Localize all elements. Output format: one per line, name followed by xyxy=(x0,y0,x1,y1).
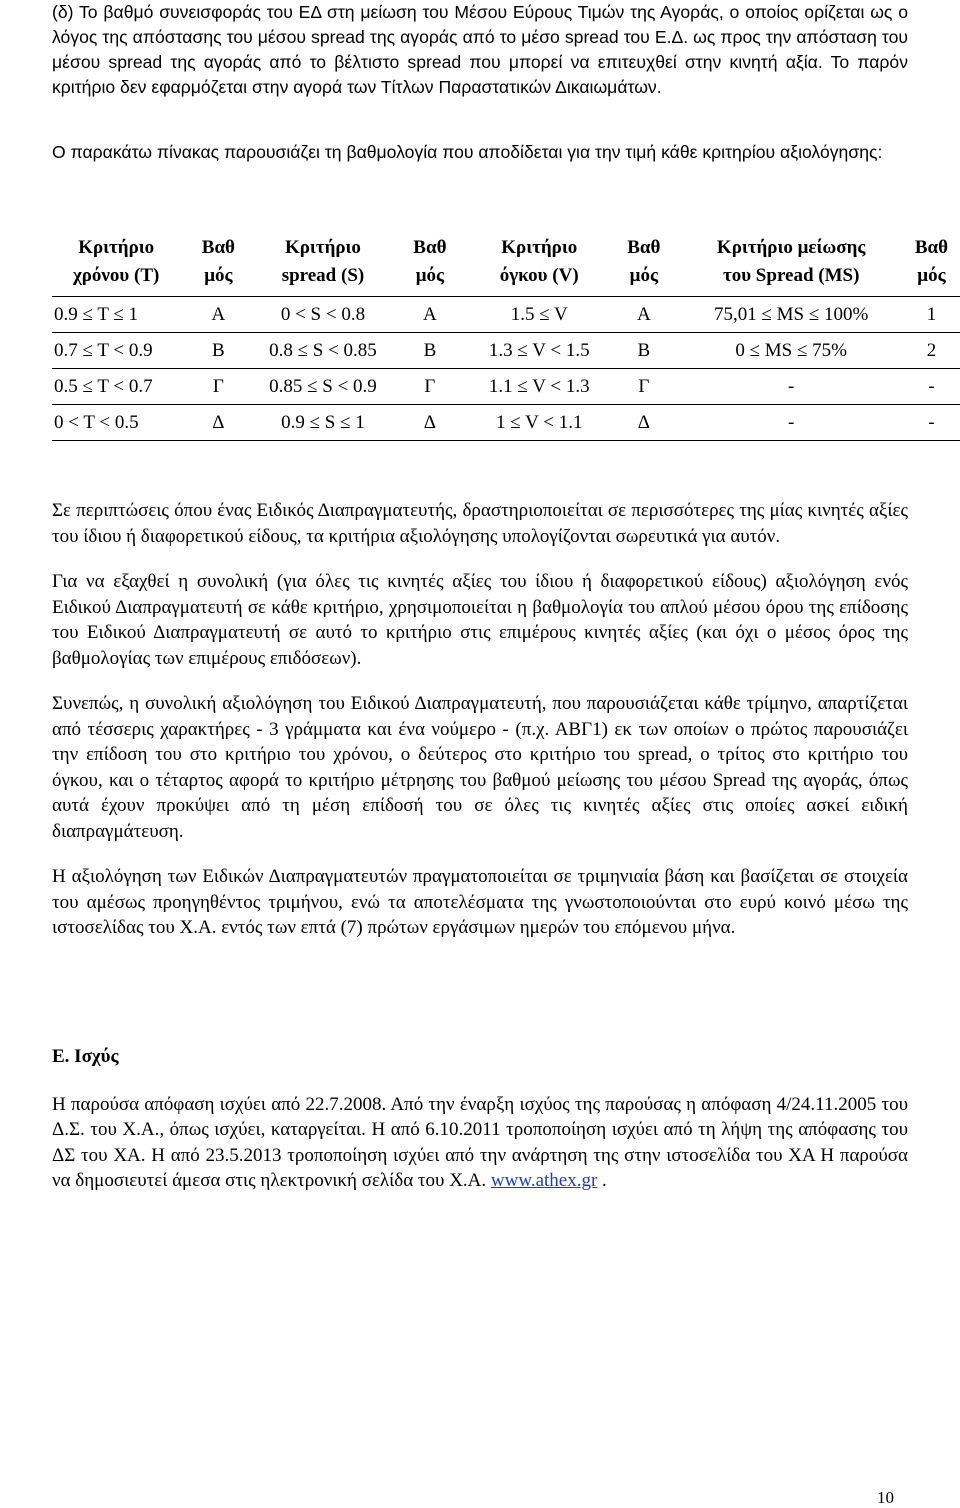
table-cell: Δ xyxy=(180,405,256,441)
header-line: όγκου (V) xyxy=(499,265,579,286)
table-cell: Γ xyxy=(390,369,471,405)
section-e-heading: Ε. Ισχύς xyxy=(52,1046,119,1067)
table-row xyxy=(52,297,960,333)
table-cell: 0 < S < 0.8 xyxy=(256,297,389,333)
table-header-cell xyxy=(608,228,679,297)
section-e xyxy=(52,1044,908,1194)
table-intro-paragraph: Ο παρακάτω πίνακας παρουσιάζει τη βαθμολογία που αποδίδεται για την τιμή κάθε κριτηρίου αξιολόγησης: xyxy=(52,142,883,162)
table-cell: 0 ≤ MS ≤ 75% xyxy=(679,333,902,369)
body-paragraph-4: Η αξιολόγηση των Ειδικών Διαπραγματευτών πραγματοποιείται σε τριμηνιαία βάση και βασίζεται σε στοιχεία του αμέσως προηγηθέντος τριμήνου, ενώ τα αποτελέσματα της γνωστοποιούνται στο ευρύ κοινό μέσω της ιστοσελίδας του Χ.Α. εντός των επτά (7) πρώτων εργάσιμων ημερών του επόμενου μήνα. xyxy=(52,866,908,938)
header-line: του Spread (MS) xyxy=(722,265,860,286)
table-cell: 0.7 ≤ T < 0.9 xyxy=(52,333,180,369)
table-header-row xyxy=(52,228,960,297)
table-header-cell xyxy=(390,228,471,297)
table-cell: 1.3 ≤ V < 1.5 xyxy=(470,333,608,369)
table-cell: 1.1 ≤ V < 1.3 xyxy=(470,369,608,405)
table-cell: - xyxy=(903,405,960,441)
table-cell: A xyxy=(390,297,471,333)
section-e-trailing: . xyxy=(597,1170,607,1191)
table-cell: B xyxy=(608,333,679,369)
header-line: μός xyxy=(917,265,946,286)
header-line: μός xyxy=(629,265,658,286)
header-line: Βαθ xyxy=(413,237,447,258)
section-e-paragraph xyxy=(52,1092,908,1194)
table-cell: 0.5 ≤ T < 0.7 xyxy=(52,369,180,405)
table-body xyxy=(52,297,960,441)
body-paragraph-3: Συνεπώς, η συνολική αξιολόγηση του Ειδικού Διαπραγματευτή, που παρουσιάζεται κάθε τρίμηνο, απαρτίζεται από τέσσερις χαρακτήρες - 3 γράμματα και ένα νούμερο - (π.χ. ΑΒΓ1) εκ των οποίων ο πρώτος παρουσιάζει την επίδοση του στο κριτήριο του χρόνου, ο δεύτερος στο κριτήριο του spread, ο τρίτος στο κριτήριο του όγκου, και ο τέταρτος αφορά το κριτήριο μέτρησης του βαθμού μείωσης του μέσου Spread της αγοράς, όπως αυτά έχουν προκύψει από τη μέση επίδοσή του σε όλες τις κινητές αξίες στις οποίες ασκεί ειδική διαπραγμάτευση. xyxy=(52,693,908,842)
header-line: Κριτήριο xyxy=(501,237,578,258)
table-cell: 75,01 ≤ MS ≤ 100% xyxy=(679,297,902,333)
criterion-d-paragraph: (δ) Το βαθμό συνεισφοράς του ΕΔ στη μείωση του Μέσου Εύρους Τιμών της Αγοράς, ο οποίος ορίζεται ως ο λόγος της απόστασης του μέσου spread της αγοράς από το μέσο spread του Ε.Δ. ως προς την απόσταση του μέσου spread της αγοράς από το βέλτιστο spread που μπορεί να επιτευχθεί στην κινητή αξία. Το παρόν κριτήριο δεν εφαρμόζεται στην αγορά των Τίτλων Παραστατικών Δικαιωμάτων. xyxy=(52,2,908,97)
header-line: Κριτήριο xyxy=(284,237,361,258)
table-cell: 1.5 ≤ V xyxy=(470,297,608,333)
body-paragraph-1: Σε περιπτώσεις όπου ένας Ειδικός Διαπραγματευτής, δραστηριοποιείται σε περισσότερες της μίας κινητές αξίες του ίδιου ή διαφορετικού είδους, τα κριτήρια αξιολόγησης υπολογίζονται σωρευτικά για αυτόν. xyxy=(52,500,908,547)
table-cell: 0 < T < 0.5 xyxy=(52,405,180,441)
table-cell: Δ xyxy=(390,405,471,441)
table-header-cell xyxy=(180,228,256,297)
header-line: Βαθ xyxy=(914,237,949,258)
table-header-cell xyxy=(52,228,180,297)
table-cell: 2 xyxy=(903,333,960,369)
table-header-cell xyxy=(679,228,902,297)
table-cell: 0.8 ≤ S < 0.85 xyxy=(256,333,389,369)
header-line: χρόνου (Τ) xyxy=(72,265,160,286)
table-cell: 0.9 ≤ S ≤ 1 xyxy=(256,405,389,441)
table-cell: - xyxy=(679,405,902,441)
body-text xyxy=(52,498,908,961)
table-cell: A xyxy=(608,297,679,333)
table-cell: Δ xyxy=(608,405,679,441)
table-row xyxy=(52,369,960,405)
evaluation-criteria-table xyxy=(52,228,960,441)
table-row xyxy=(52,405,960,441)
table-cell: 1 ≤ V < 1.1 xyxy=(470,405,608,441)
header-line: Κριτήριο μείωσης xyxy=(716,237,866,258)
header-line: μός xyxy=(204,265,233,286)
table-cell: - xyxy=(679,369,902,405)
header-line: Κριτήριο xyxy=(78,237,155,258)
table-header-cell xyxy=(903,228,960,297)
header-line: spread (S) xyxy=(281,265,365,286)
table-cell: B xyxy=(180,333,256,369)
table-cell: Γ xyxy=(180,369,256,405)
table-cell: 0.9 ≤ T ≤ 1 xyxy=(52,297,180,333)
table-cell: B xyxy=(390,333,471,369)
table-header-cell xyxy=(256,228,389,297)
table-cell: A xyxy=(180,297,256,333)
header-line: Βαθ xyxy=(201,237,235,258)
table-cell: Γ xyxy=(608,369,679,405)
table-header-cell xyxy=(470,228,608,297)
section-e-text: Η παρούσα απόφαση ισχύει από 22.7.2008. Από την έναρξη ισχύος της παρούσας η απόφαση 4/24.11.2005 του Δ.Σ. του Χ.Α., όπως ισχύει, καταργείται. Η από 6.10.2011 τροποποίηση ισχύει από τη λήψη της απόφασης του ΔΣ του ΧΑ. Η από 23.5.2013 τροποποίηση ισχύει από την ανάρτηση της στην ιστοσελίδα του ΧΑ Η παρούσα να δημοσιευτεί άμεσα στις ηλεκτρονική σελίδα του Χ.Α. xyxy=(52,1093,908,1191)
table-cell: 1 xyxy=(903,297,960,333)
table-cell: - xyxy=(903,369,960,405)
page-number: 10 xyxy=(877,1488,894,1507)
header-line: μός xyxy=(415,265,445,286)
athex-link[interactable]: www.athex.gr xyxy=(490,1170,598,1191)
body-paragraph-2: Για να εξαχθεί η συνολική (για όλες τις κινητές αξίες του ίδιου ή διαφορετικού είδους) αξιολόγηση ενός Ειδικού Διαπραγματευτή σε κάθε κριτήριο, χρησιμοποιείται η βαθμολογία του απλού μέσου όρου της επίδοσης του Ειδικού Διαπραγματευτή σε αυτό το κριτήριο στις επιμέρους κινητές αξίες (και όχι ο μέσος όρος της βαθμολογίας των επιμέρους επιδόσεων). xyxy=(52,571,908,669)
table-cell: 0.85 ≤ S < 0.9 xyxy=(256,369,389,405)
header-line: Βαθ xyxy=(627,237,661,258)
table-row xyxy=(52,333,960,369)
